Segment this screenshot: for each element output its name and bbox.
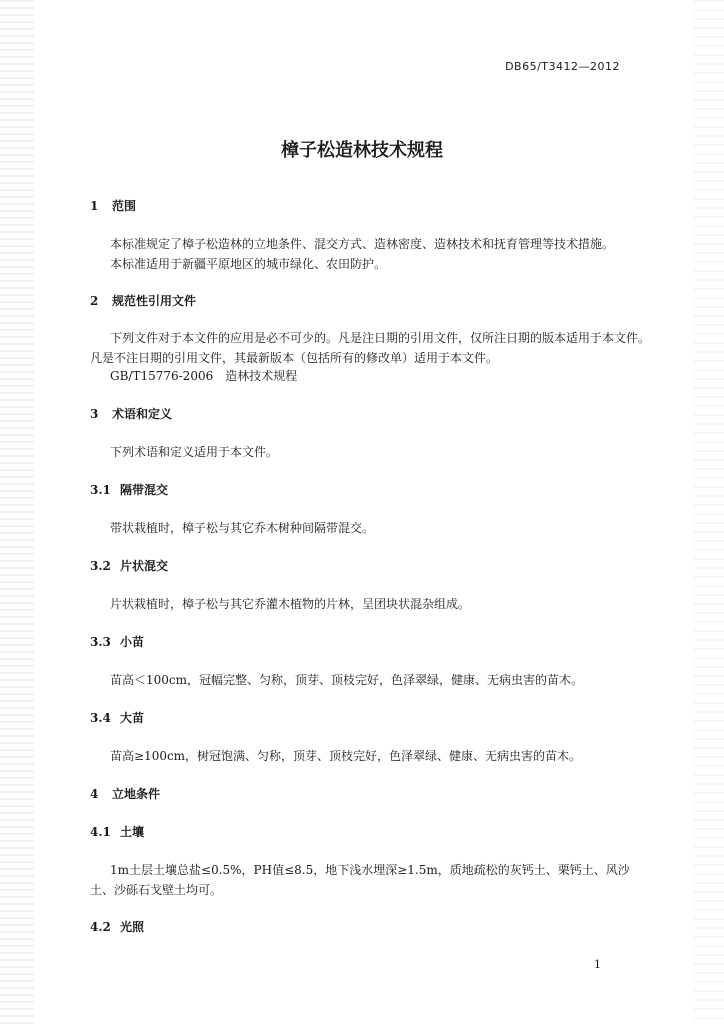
watermark [180,600,549,840]
standard-code: DB65/T3412—2012 [505,60,620,73]
section-number: 3.2 [90,559,111,573]
section-1-para-1: 本标准规定了樟子松造林的立地条件、混交方式、造林密度、造林技术和抚育管理等技术措施。 [110,237,615,251]
section-number: 1 [90,199,99,213]
section-title: 小苗 [120,635,145,649]
section-title: 规范性引用文件 [112,294,197,308]
section-4-1-heading [90,823,144,840]
page-number: 1 [594,958,601,971]
section-4-1-para: 1m土层土壤总盐≤0.5%，PH值≤8.5，地下浅水埋深≥1.5m，质地疏松的灰钙土、栗钙土、风沙土、沙砾石戈壁土均可。 [90,863,630,897]
section-title: 术语和定义 [112,407,173,421]
section-number: 2 [90,294,99,308]
section-3-para-1: 下列术语和定义适用于本文件。 [110,445,279,459]
section-title: 隔带混交 [120,483,169,497]
section-title: 大苗 [120,711,145,725]
section-3-1-heading [90,481,168,498]
section-title: 立地条件 [112,787,161,801]
document-title: 樟子松造林技术规程 [281,140,443,161]
section-4-2-heading [90,918,144,935]
section-2-heading [90,292,196,309]
section-3-2-para: 片状栽植时，樟子松与其它乔灌木植物的片林，呈团块状混杂组成。 [110,597,471,611]
section-1-heading [90,197,136,214]
section-3-heading [90,405,172,422]
section-3-3-para: 苗高＜100cm，冠幅完整、匀称，顶芽、顶枝完好，色泽翠绿，健康、无病虫害的苗木。 [110,673,584,687]
section-number: 3.1 [90,483,111,497]
section-3-4-para: 苗高≥100cm，树冠饱满、匀称，顶芽、顶枝完好，色泽翠绿、健康、无病虫害的苗木。 [110,749,582,763]
section-title: 光照 [120,920,145,934]
section-title: 范围 [112,199,137,213]
section-2-reference: GB/T15776-2006 造林技术规程 [110,369,298,383]
section-3-2-heading [90,557,168,574]
section-number: 3.3 [90,635,111,649]
section-number: 4 [90,787,99,801]
section-4-heading [90,785,160,802]
section-2-para-1: 下列文件对于本文件的应用是必不可少的。凡是注日期的引用文件，仅所注日期的版本适用于本文件。凡是不注日期的引用文件，其最新版本（包括所有的修改单）适用于本文件。 [90,331,650,365]
section-1-para-2: 本标准适用于新疆平原地区的城市绿化、农田防护。 [110,257,387,271]
section-3-3-heading [90,633,144,650]
section-number: 4.1 [90,825,111,839]
section-title: 土壤 [120,825,145,839]
section-title: 片状混交 [120,559,169,573]
section-number: 3 [90,407,99,421]
section-3-1-para: 带状栽植时，樟子松与其它乔木树种间隔带混交。 [110,521,375,535]
section-number: 3.4 [90,711,111,725]
section-number: 4.2 [90,920,111,934]
section-3-4-heading [90,709,144,726]
